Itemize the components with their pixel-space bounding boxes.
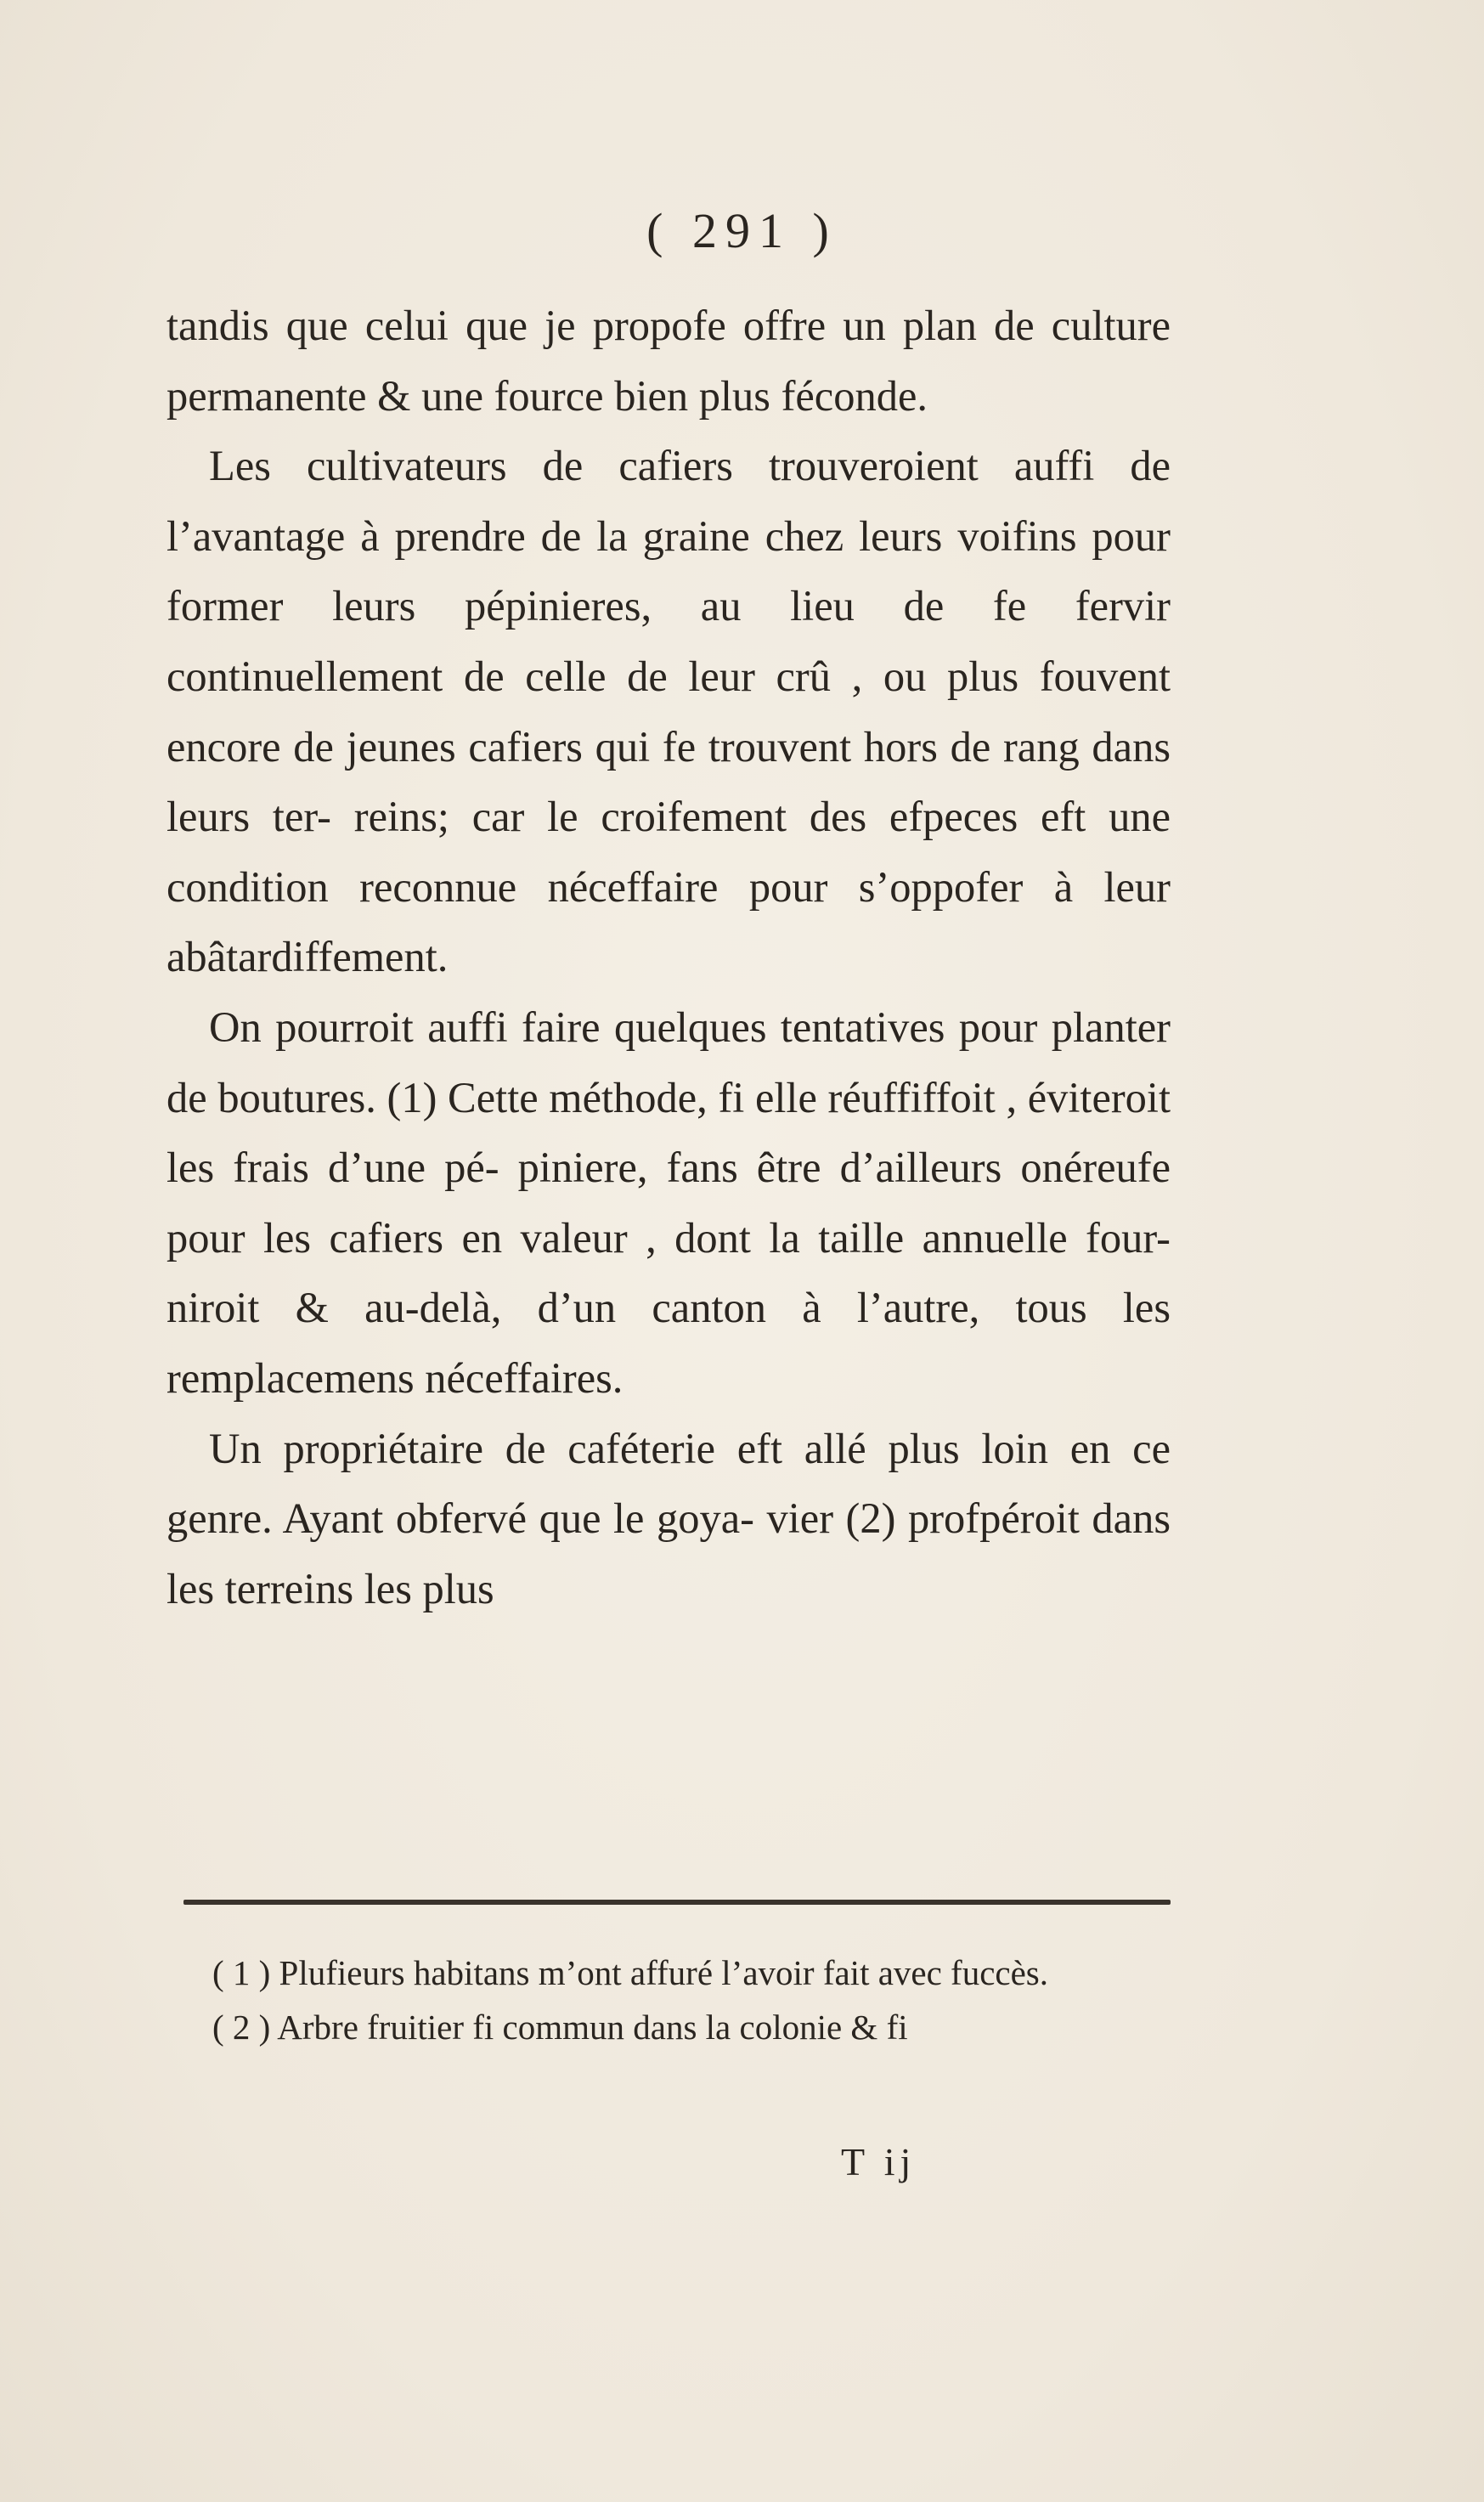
page-number-header: ( 291 ): [646, 203, 838, 258]
paragraph-3: On pourroit auffi faire quelques tentatives pour planter de boutures. (1) Cette méthode, fi elle réuffiffoit , éviteroit les frais d’une pé- piniere, fans être d’ailleurs onéreufe pour les cafiers en valeur , dont la taille annuelle four- niroit & au-delà, d’un canton à l’autre, tous les remplacemens néceffaires.: [166, 1002, 1171, 1402]
footnote-1: ( 1 ) Plufieurs habitans m’ont affuré l’avoir fait avec fuccès.: [212, 1953, 1048, 1992]
paragraph-4: Un propriétaire de caféterie eft allé plus loin en ce genre. Ayant obfervé que le goya- vier (2) profpéroit dans les terreins les plus: [166, 1424, 1171, 1612]
footnotes: [170, 1946, 1171, 2054]
footnote-divider: [183, 1900, 1171, 1905]
main-text: [166, 291, 1171, 1624]
footnote-2: ( 2 ) Arbre fruitier fi commun dans la colonie & fi: [212, 2008, 908, 2047]
paragraph-1: tandis que celui que je propofe offre un plan de culture permanente & une fource bien plus féconde.: [166, 302, 1171, 420]
signature-mark: T ij: [841, 2140, 917, 2183]
paragraph-2: Les cultivateurs de cafiers trouveroient auffi de l’avantage à prendre de la graine chez leurs voifins pour former leurs pépinieres, au lieu de fe fervir continuellement de celle de leur crû , ou plus fouvent encore de jeunes cafiers qui fe trouvent hors de rang dans leurs ter- reins; car le croifement des efpeces eft une condition reconnue néceffaire pour s’oppofer à leur abâtardiffement.: [166, 442, 1171, 981]
